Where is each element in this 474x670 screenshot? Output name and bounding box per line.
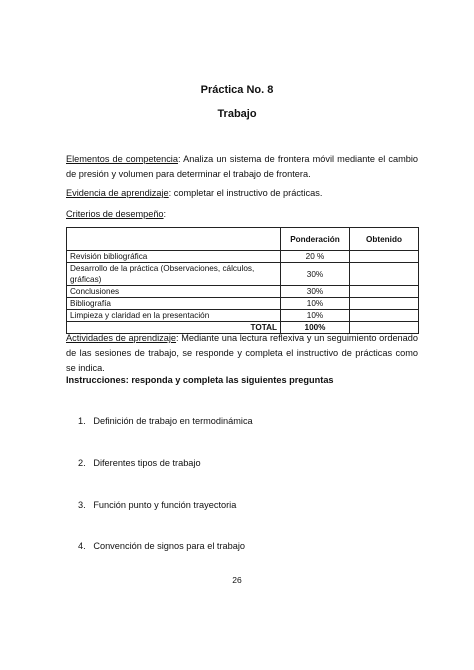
table-row (67, 310, 419, 322)
table-cell-ponderacion: 30% (281, 286, 350, 298)
table-row (67, 263, 419, 286)
actividades-label: Actividades de aprendizaje (66, 333, 177, 343)
table-header-criterio (67, 228, 281, 251)
table-header-obtenido: Obtenido (350, 228, 419, 251)
competencia-label: Elementos de competencia (66, 154, 178, 164)
question-item: 4. Convención de signos para el trabajo (78, 541, 246, 551)
criteria-table (66, 227, 419, 334)
competencia-paragraph (66, 152, 418, 182)
table-cell-obtenido (350, 298, 419, 310)
evidencia-label: Evidencia de aprendizaje (66, 188, 169, 198)
question-item: 2. Diferentes tipos de trabajo (78, 458, 201, 468)
question-item: 1. Definición de trabajo en termodinámica (78, 416, 253, 426)
table-cell-criterio: Desarrollo de la práctica (Observaciones, cálculos, gráficas) (67, 263, 281, 286)
table-cell-ponderacion: 30% (281, 263, 350, 286)
criterios-paragraph (66, 207, 418, 222)
table-cell-ponderacion: 10% (281, 298, 350, 310)
table-cell-ponderacion: 10% (281, 310, 350, 322)
table-cell-obtenido (350, 263, 419, 286)
practice-title: Práctica No. 8 (200, 84, 274, 96)
criterios-label: Criterios de desempeño (66, 209, 164, 219)
criterios-text: : (163, 209, 167, 219)
page-number: 26 (232, 575, 242, 585)
actividades-paragraph (66, 331, 418, 376)
table-cell-obtenido (350, 310, 419, 322)
table-cell-criterio: Revisión bibliográfica (67, 251, 281, 263)
table-row (67, 286, 419, 298)
competencia-text: : Analiza un sistema de frontera móvil mediante el cambio de presión y volumen para determinar el trabajo de frontera. (66, 154, 418, 179)
table-header-row (67, 228, 419, 251)
table-total-label: TOTAL (67, 322, 281, 334)
table-cell-obtenido (350, 286, 419, 298)
question-item: 3. Función punto y función trayectoria (78, 500, 237, 510)
table-total-value: 100% (281, 322, 350, 334)
actividades-text: : Mediante una lectura reflexiva y un seguimiento ordenado de las sesiones de trabajo, se responde y completa el instructivo de prácticas como se indica. (66, 333, 418, 373)
table-row (67, 298, 419, 310)
table-cell-criterio: Bibliografía (67, 298, 281, 310)
table-header-ponderacion: Ponderación (281, 228, 350, 251)
evidencia-paragraph (66, 186, 418, 201)
evidencia-text: : completar el instructivo de prácticas. (168, 188, 323, 198)
table-cell-criterio: Conclusiones (67, 286, 281, 298)
table-cell-criterio: Limpieza y claridad en la presentación (67, 310, 281, 322)
table-row (67, 251, 419, 263)
table-cell-ponderacion: 20 % (281, 251, 350, 263)
practice-subtitle: Trabajo (217, 108, 257, 120)
instructions-heading: Instrucciones: responda y completa las siguientes preguntas (66, 375, 334, 385)
table-cell-obtenido (350, 251, 419, 263)
